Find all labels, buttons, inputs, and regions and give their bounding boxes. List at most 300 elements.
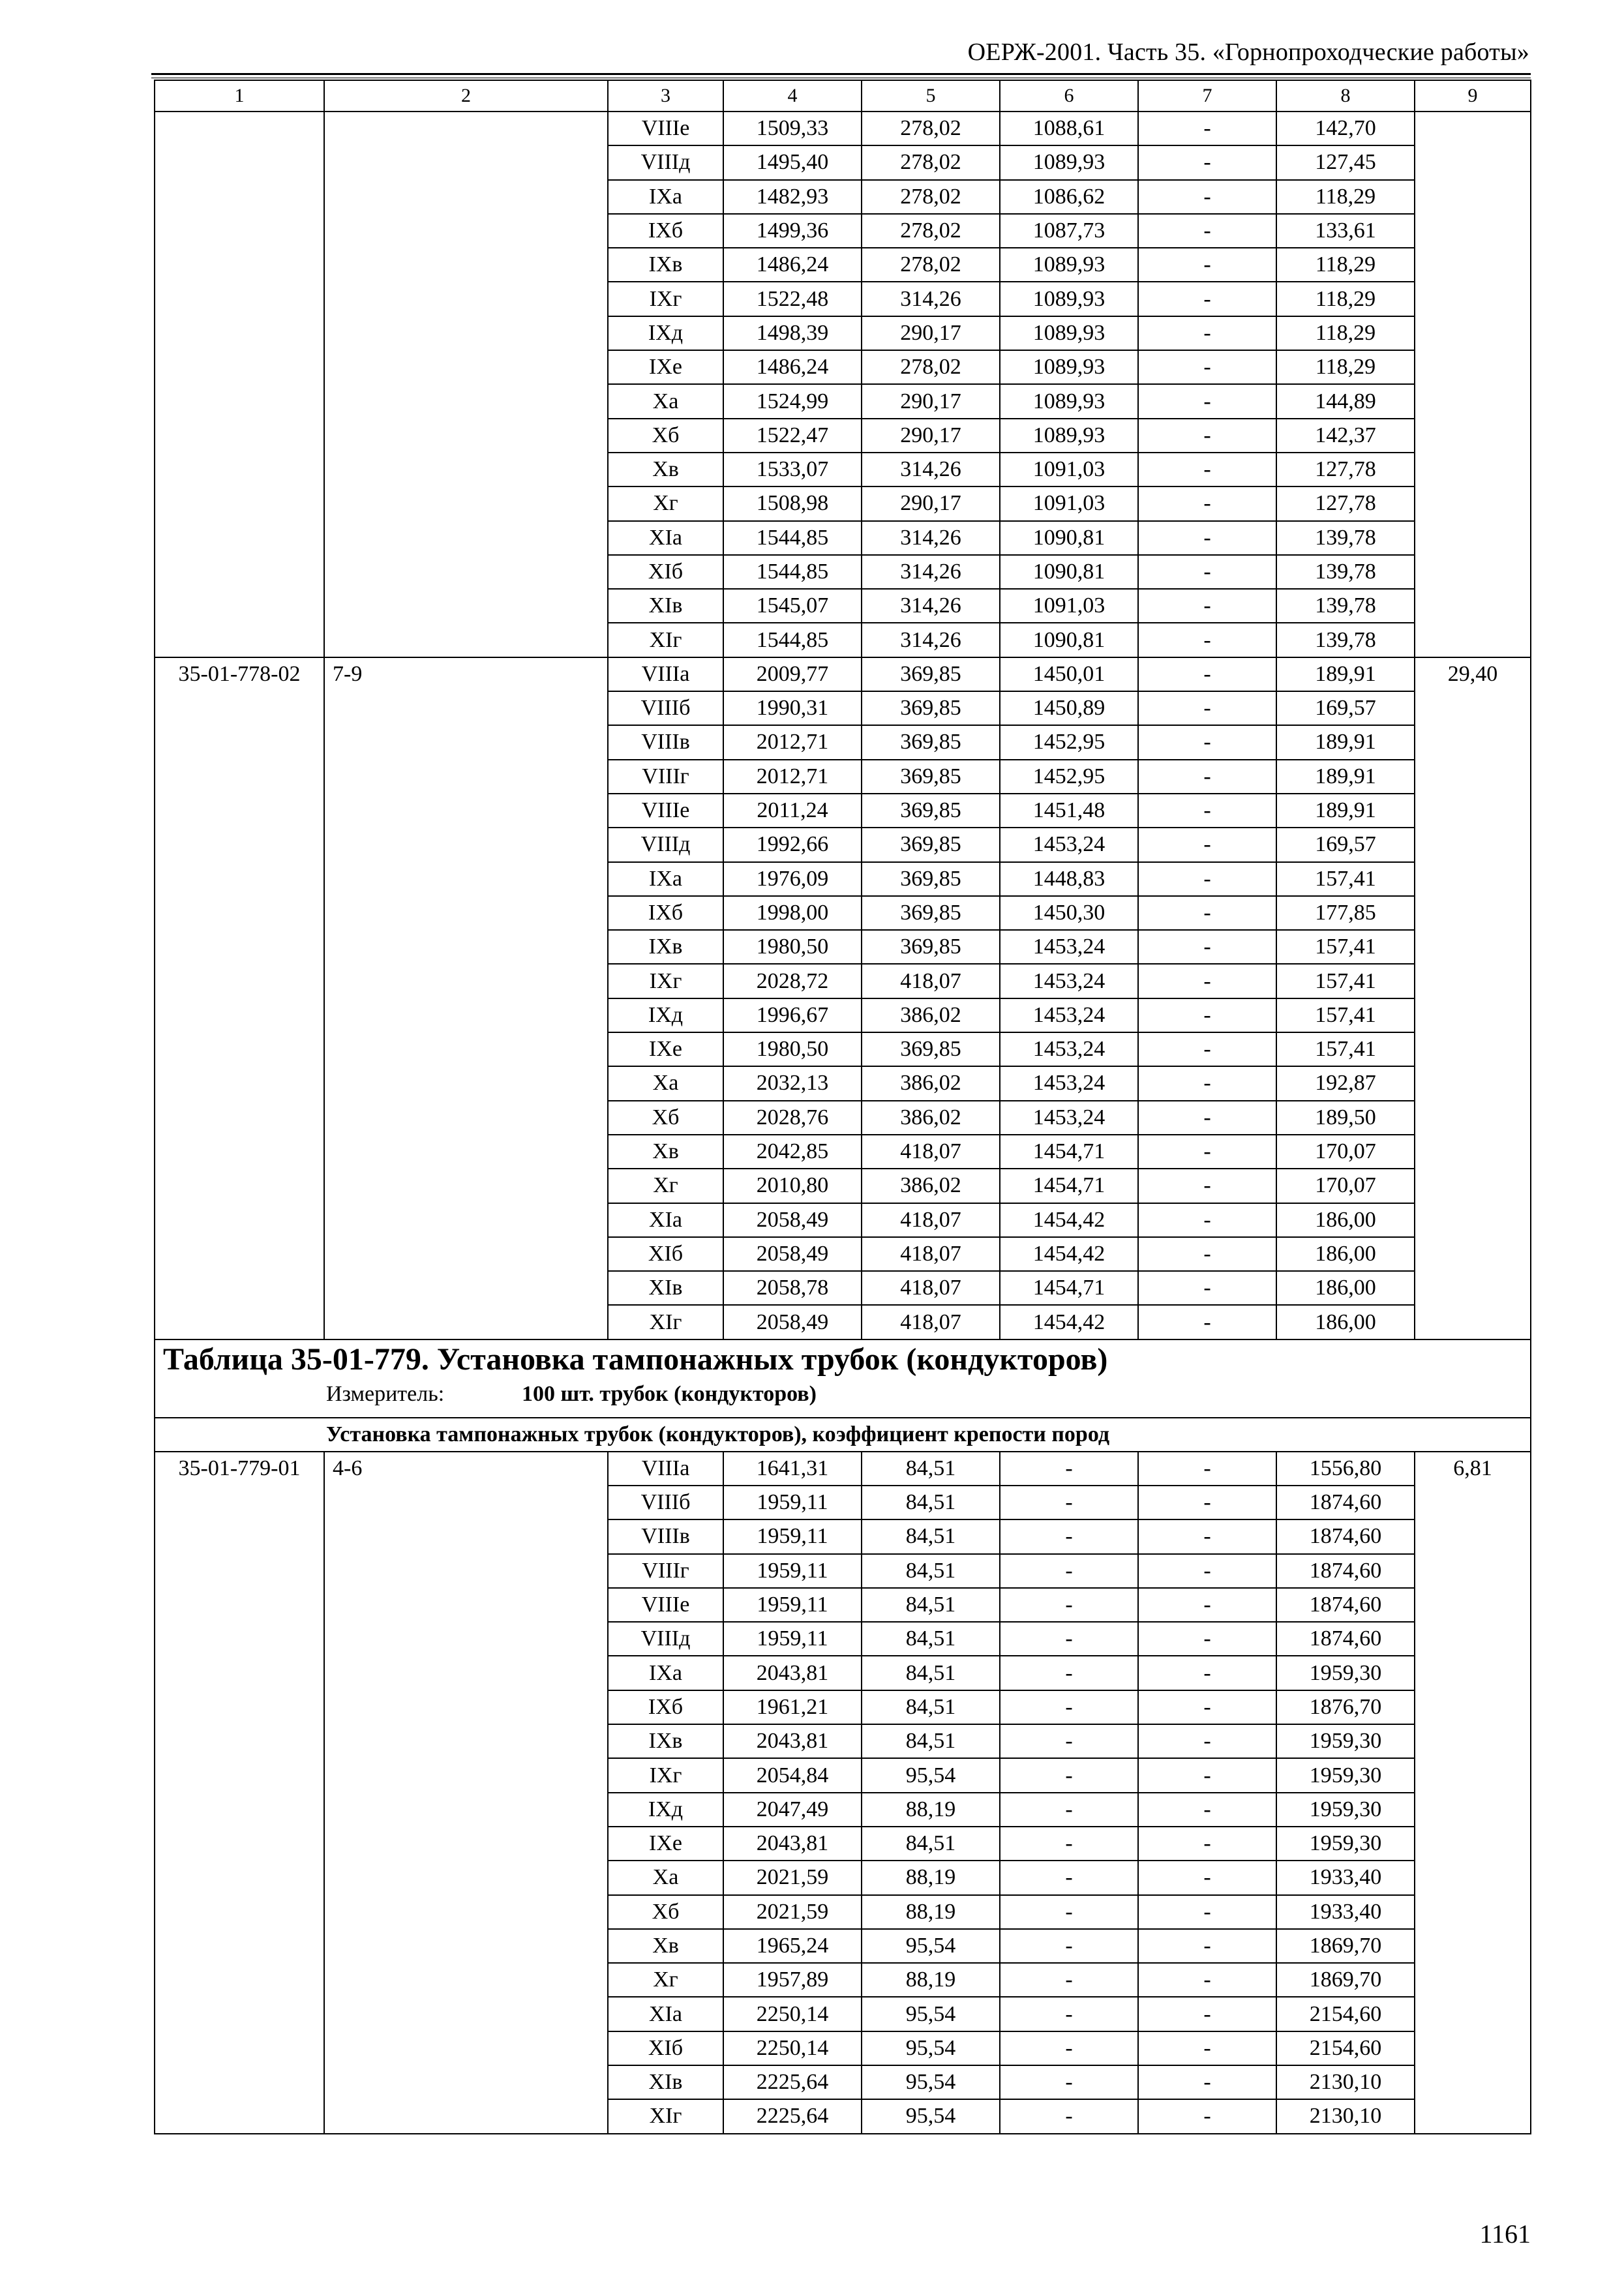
value-cell: 189,91 (1276, 725, 1415, 759)
zone-cell: VIIIг (608, 760, 723, 794)
hardness-coefficient: 4-6 (324, 1452, 608, 2134)
value-cell: 88,19 (862, 1793, 1000, 1827)
column-9-value: 29,40 (1415, 657, 1531, 1339)
value-cell: 1091,03 (1000, 453, 1138, 486)
value-cell: 1454,42 (1000, 1203, 1138, 1237)
zone-cell: VIIIб (608, 1486, 723, 1519)
value-cell: 369,85 (862, 691, 1000, 725)
value-cell: - (1000, 1724, 1138, 1758)
value-cell: - (1000, 1519, 1138, 1553)
value-cell: 2225,64 (723, 2065, 862, 2099)
zone-cell: IXд (608, 316, 723, 350)
zone-cell: Xв (608, 453, 723, 486)
value-cell: 1454,42 (1000, 1237, 1138, 1271)
zone-cell: Xг (608, 486, 723, 520)
value-cell: - (1000, 1588, 1138, 1622)
zone-cell: IXв (608, 1724, 723, 1758)
value-cell: 84,51 (862, 1519, 1000, 1553)
value-cell: 1454,71 (1000, 1271, 1138, 1305)
table-heading (155, 1339, 1531, 1418)
zone-cell: VIIIд (608, 1622, 723, 1656)
value-cell: 314,26 (862, 555, 1000, 589)
value-cell: 1090,81 (1000, 555, 1138, 589)
value-cell: 1961,21 (723, 1690, 862, 1724)
value-cell: - (1000, 2099, 1138, 2133)
value-cell: 118,29 (1276, 316, 1415, 350)
value-cell: 169,57 (1276, 828, 1415, 861)
value-cell: 1453,24 (1000, 1066, 1138, 1100)
value-cell: 290,17 (862, 486, 1000, 520)
value-cell: - (1138, 1486, 1276, 1519)
column-number: 6 (1000, 80, 1138, 112)
value-cell: 170,07 (1276, 1169, 1415, 1203)
value-cell: 1086,62 (1000, 180, 1138, 214)
value-cell: 1533,07 (723, 453, 862, 486)
value-cell: - (1138, 1135, 1276, 1169)
value-cell: - (1138, 1929, 1276, 1963)
value-cell: 1454,71 (1000, 1169, 1138, 1203)
value-cell: 1874,60 (1276, 1554, 1415, 1588)
column-number: 3 (608, 80, 723, 112)
value-cell: 1087,73 (1000, 214, 1138, 248)
value-cell: 2032,13 (723, 1066, 862, 1100)
value-cell: - (1138, 862, 1276, 896)
value-cell: - (1138, 964, 1276, 998)
value-cell: - (1000, 2065, 1138, 2099)
value-cell: - (1138, 1554, 1276, 1588)
value-cell: - (1138, 1305, 1276, 1339)
value-cell: 169,57 (1276, 691, 1415, 725)
value-cell: 84,51 (862, 1827, 1000, 1861)
value-cell: - (1138, 1861, 1276, 1894)
column-number-row (155, 80, 1531, 112)
value-cell: 186,00 (1276, 1203, 1415, 1237)
value-cell: 386,02 (862, 1066, 1000, 1100)
value-cell: 1959,11 (723, 1486, 862, 1519)
value-cell: - (1138, 1519, 1276, 1553)
value-cell: 1556,80 (1276, 1452, 1415, 1486)
value-cell: 1089,93 (1000, 282, 1138, 316)
value-cell: 139,78 (1276, 555, 1415, 589)
zone-cell: Xб (608, 419, 723, 453)
value-cell: 1874,60 (1276, 1486, 1415, 1519)
value-cell: 369,85 (862, 1032, 1000, 1066)
value-cell: 84,51 (862, 1588, 1000, 1622)
value-cell: 1453,24 (1000, 1032, 1138, 1066)
value-cell: 1998,00 (723, 896, 862, 930)
value-cell: 1453,24 (1000, 828, 1138, 861)
value-cell: 2130,10 (1276, 2065, 1415, 2099)
value-cell: 2042,85 (723, 1135, 862, 1169)
value-cell: 1450,01 (1000, 657, 1138, 691)
value-cell: - (1138, 760, 1276, 794)
value-cell: 2058,78 (723, 1271, 862, 1305)
value-cell: 1091,03 (1000, 589, 1138, 623)
value-cell: 2012,71 (723, 760, 862, 794)
value-cell: - (1138, 1656, 1276, 1690)
value-cell: - (1138, 623, 1276, 657)
zone-cell: Xв (608, 1929, 723, 1963)
value-cell: 386,02 (862, 1169, 1000, 1203)
value-cell: - (1138, 794, 1276, 828)
value-cell: 1089,93 (1000, 419, 1138, 453)
value-cell: - (1138, 896, 1276, 930)
value-cell: - (1138, 998, 1276, 1032)
value-cell: 1980,50 (723, 930, 862, 964)
zone-cell: VIIIг (608, 1554, 723, 1588)
value-cell: - (1138, 828, 1276, 861)
zone-cell: IXе (608, 1827, 723, 1861)
table-heading-row (155, 1339, 1531, 1418)
table-subheading: Установка тампонажных трубок (кондукторов), коэффициент крепости пород (155, 1418, 1531, 1452)
value-cell: 84,51 (862, 1486, 1000, 1519)
value-cell: - (1138, 1271, 1276, 1305)
value-cell: 139,78 (1276, 521, 1415, 555)
value-cell: 142,37 (1276, 419, 1415, 453)
zone-cell: XIг (608, 623, 723, 657)
zone-cell: VIIIе (608, 1588, 723, 1622)
value-cell: - (1138, 112, 1276, 145)
value-cell: 2009,77 (723, 657, 862, 691)
value-cell: - (1000, 1622, 1138, 1656)
value-cell: 127,45 (1276, 145, 1415, 179)
value-cell: 2011,24 (723, 794, 862, 828)
value-cell: 84,51 (862, 1656, 1000, 1690)
value-cell: 314,26 (862, 453, 1000, 486)
value-cell: 386,02 (862, 1101, 1000, 1135)
value-cell: 1957,89 (723, 1963, 862, 1997)
value-cell: - (1138, 1622, 1276, 1656)
value-cell: - (1000, 1929, 1138, 1963)
value-cell: - (1138, 1724, 1276, 1758)
value-cell: 95,54 (862, 2099, 1000, 2133)
value-cell: 1544,85 (723, 555, 862, 589)
value-cell: - (1138, 930, 1276, 964)
value-cell: 1976,09 (723, 862, 862, 896)
value-cell: 2225,64 (723, 2099, 862, 2133)
value-cell: 189,91 (1276, 657, 1415, 691)
value-cell: 88,19 (862, 1895, 1000, 1929)
value-cell: 1933,40 (1276, 1861, 1415, 1894)
value-cell: - (1138, 145, 1276, 179)
value-cell: 369,85 (862, 794, 1000, 828)
zone-cell: XIа (608, 1203, 723, 1237)
value-cell: 1088,61 (1000, 112, 1138, 145)
table-title: Таблица 35-01-779. Установка тампонажных трубок (кондукторов) (163, 1341, 1108, 1377)
value-cell: 278,02 (862, 112, 1000, 145)
value-cell: 1090,81 (1000, 521, 1138, 555)
value-cell: 369,85 (862, 930, 1000, 964)
value-cell: 1482,93 (723, 180, 862, 214)
value-cell: 1450,30 (1000, 896, 1138, 930)
value-cell: 189,50 (1276, 1101, 1415, 1135)
value-cell: 1453,24 (1000, 1101, 1138, 1135)
value-cell: 1451,48 (1000, 794, 1138, 828)
value-cell: 314,26 (862, 521, 1000, 555)
value-cell: 278,02 (862, 180, 1000, 214)
value-cell: 1495,40 (723, 145, 862, 179)
value-cell: 1959,11 (723, 1554, 862, 1588)
value-cell: 95,54 (862, 1758, 1000, 1792)
value-cell: 2028,72 (723, 964, 862, 998)
column-number: 9 (1415, 80, 1531, 112)
value-cell: 1522,47 (723, 419, 862, 453)
value-cell: 1454,71 (1000, 1135, 1138, 1169)
price-table (154, 80, 1531, 2134)
value-cell: 1452,95 (1000, 725, 1138, 759)
value-cell: 290,17 (862, 419, 1000, 453)
value-cell: 1869,70 (1276, 1963, 1415, 1997)
value-cell: - (1138, 521, 1276, 555)
value-cell: - (1138, 1452, 1276, 1486)
column-9-value: 6,81 (1415, 1452, 1531, 2134)
zone-cell: IXд (608, 1793, 723, 1827)
zone-cell: VIIIе (608, 112, 723, 145)
table-row (155, 657, 1531, 691)
zone-cell: XIб (608, 555, 723, 589)
value-cell: 139,78 (1276, 623, 1415, 657)
zone-cell: Xа (608, 1066, 723, 1100)
value-cell: 192,87 (1276, 1066, 1415, 1100)
table-meter (326, 1383, 817, 1405)
zone-cell: IXа (608, 862, 723, 896)
value-cell: 418,07 (862, 1135, 1000, 1169)
value-cell: 1089,93 (1000, 350, 1138, 384)
value-cell: 157,41 (1276, 1032, 1415, 1066)
value-cell: 369,85 (862, 896, 1000, 930)
value-cell: - (1138, 419, 1276, 453)
value-cell: 1450,89 (1000, 691, 1138, 725)
value-cell: 157,41 (1276, 930, 1415, 964)
value-cell: 84,51 (862, 1452, 1000, 1486)
meter-value: 100 шт. трубок (кондукторов) (522, 1381, 817, 1406)
zone-cell: VIIIб (608, 691, 723, 725)
value-cell: 1990,31 (723, 691, 862, 725)
value-cell: - (1000, 1895, 1138, 1929)
value-cell: 369,85 (862, 828, 1000, 861)
page-number: 1161 (1479, 2219, 1531, 2249)
header-rule (151, 73, 1531, 75)
value-cell: - (1138, 589, 1276, 623)
value-cell: - (1000, 1690, 1138, 1724)
zone-cell: VIIIе (608, 794, 723, 828)
value-cell: 418,07 (862, 1203, 1000, 1237)
value-cell: 2012,71 (723, 725, 862, 759)
value-cell: 1089,93 (1000, 145, 1138, 179)
value-cell: 142,70 (1276, 112, 1415, 145)
value-cell: - (1138, 1895, 1276, 1929)
value-cell: - (1138, 384, 1276, 418)
value-cell: - (1000, 1758, 1138, 1792)
value-cell: 118,29 (1276, 282, 1415, 316)
value-cell: - (1138, 1203, 1276, 1237)
value-cell: 1965,24 (723, 1929, 862, 1963)
value-cell: 157,41 (1276, 964, 1415, 998)
value-cell: 157,41 (1276, 862, 1415, 896)
value-cell: 2130,10 (1276, 2099, 1415, 2133)
value-cell: 314,26 (862, 589, 1000, 623)
value-cell: - (1000, 2031, 1138, 2065)
value-cell: 2250,14 (723, 2031, 862, 2065)
value-cell: 2058,49 (723, 1237, 862, 1271)
value-cell: 2058,49 (723, 1203, 862, 1237)
value-cell: - (1138, 214, 1276, 248)
value-cell: 1522,48 (723, 282, 862, 316)
value-cell: - (1000, 1656, 1138, 1690)
zone-cell: IXе (608, 1032, 723, 1066)
zone-cell: Xг (608, 1169, 723, 1203)
zone-cell: VIIIа (608, 1452, 723, 1486)
value-cell: 118,29 (1276, 180, 1415, 214)
value-cell: 2028,76 (723, 1101, 862, 1135)
value-cell: 1524,99 (723, 384, 862, 418)
value-cell: 1869,70 (1276, 1929, 1415, 1963)
value-cell: - (1138, 350, 1276, 384)
hardness-coefficient: 7-9 (324, 657, 608, 1339)
value-cell: 2250,14 (723, 1997, 862, 2031)
value-cell: 2047,49 (723, 1793, 862, 1827)
value-cell: - (1138, 1169, 1276, 1203)
zone-cell: IXа (608, 180, 723, 214)
value-cell: 1876,70 (1276, 1690, 1415, 1724)
value-cell: - (1000, 1793, 1138, 1827)
rate-code: 35-01-778-02 (155, 657, 324, 1339)
value-cell: 1959,30 (1276, 1827, 1415, 1861)
table-row (155, 1452, 1531, 1486)
value-cell: 2021,59 (723, 1861, 862, 1894)
value-cell: - (1000, 1554, 1138, 1588)
value-cell: - (1000, 1997, 1138, 2031)
value-cell: 177,85 (1276, 896, 1415, 930)
value-cell: 1089,93 (1000, 316, 1138, 350)
value-cell: - (1000, 1452, 1138, 1486)
zone-cell: IXг (608, 964, 723, 998)
value-cell: 1544,85 (723, 521, 862, 555)
zone-cell: VIIIв (608, 725, 723, 759)
value-cell: 278,02 (862, 214, 1000, 248)
value-cell: 84,51 (862, 1724, 1000, 1758)
value-cell: 1498,39 (723, 316, 862, 350)
value-cell: 2154,60 (1276, 2031, 1415, 2065)
column-number: 2 (324, 80, 608, 112)
value-cell: - (1138, 1101, 1276, 1135)
value-cell: 133,61 (1276, 214, 1415, 248)
value-cell: 2043,81 (723, 1724, 862, 1758)
zone-cell: IXб (608, 896, 723, 930)
value-cell: 2043,81 (723, 1827, 862, 1861)
value-cell: 2043,81 (723, 1656, 862, 1690)
value-cell: - (1138, 486, 1276, 520)
value-cell: 314,26 (862, 282, 1000, 316)
value-cell: 1509,33 (723, 112, 862, 145)
zone-cell: VIIIд (608, 145, 723, 179)
value-cell: 84,51 (862, 1622, 1000, 1656)
zone-cell: IXе (608, 350, 723, 384)
value-cell: 95,54 (862, 2065, 1000, 2099)
value-cell: 418,07 (862, 1305, 1000, 1339)
value-cell: 88,19 (862, 1963, 1000, 1997)
value-cell: - (1000, 1861, 1138, 1894)
value-cell: 95,54 (862, 2031, 1000, 2065)
rate-code: 35-01-779-01 (155, 1452, 324, 2134)
value-cell: - (1138, 1827, 1276, 1861)
value-cell: 386,02 (862, 998, 1000, 1032)
value-cell: 2058,49 (723, 1305, 862, 1339)
value-cell: 118,29 (1276, 350, 1415, 384)
value-cell: 2154,60 (1276, 1997, 1415, 2031)
value-cell: - (1138, 248, 1276, 282)
value-cell: - (1138, 1997, 1276, 2031)
value-cell: 127,78 (1276, 453, 1415, 486)
value-cell: 139,78 (1276, 589, 1415, 623)
value-cell: - (1138, 1066, 1276, 1100)
value-cell: 1090,81 (1000, 623, 1138, 657)
value-cell: 1091,03 (1000, 486, 1138, 520)
value-cell: - (1138, 1237, 1276, 1271)
value-cell: 369,85 (862, 725, 1000, 759)
value-cell: - (1000, 1827, 1138, 1861)
column-9-value (1415, 112, 1531, 657)
zone-cell: IXв (608, 930, 723, 964)
value-cell: 1448,83 (1000, 862, 1138, 896)
zone-cell: IXд (608, 998, 723, 1032)
rate-code (155, 112, 324, 657)
table-body (155, 80, 1531, 2134)
value-cell: 1544,85 (723, 623, 862, 657)
zone-cell: XIг (608, 2099, 723, 2133)
column-number: 4 (723, 80, 862, 112)
value-cell: 186,00 (1276, 1237, 1415, 1271)
value-cell: 1959,30 (1276, 1656, 1415, 1690)
value-cell: 2021,59 (723, 1895, 862, 1929)
value-cell: 84,51 (862, 1554, 1000, 1588)
value-cell: - (1138, 691, 1276, 725)
subheading-row (155, 1418, 1531, 1452)
value-cell: 1486,24 (723, 350, 862, 384)
value-cell: 1089,93 (1000, 384, 1138, 418)
value-cell: 1641,31 (723, 1452, 862, 1486)
value-cell: 118,29 (1276, 248, 1415, 282)
value-cell: 1959,30 (1276, 1758, 1415, 1792)
zone-cell: IXв (608, 248, 723, 282)
value-cell: 1996,67 (723, 998, 862, 1032)
zone-cell: XIг (608, 1305, 723, 1339)
value-cell: 278,02 (862, 350, 1000, 384)
column-number: 8 (1276, 80, 1415, 112)
zone-cell: XIв (608, 1271, 723, 1305)
zone-cell: Xв (608, 1135, 723, 1169)
zone-cell: XIв (608, 2065, 723, 2099)
value-cell: - (1138, 1793, 1276, 1827)
zone-cell: IXб (608, 214, 723, 248)
value-cell: 2010,80 (723, 1169, 862, 1203)
value-cell: 1452,95 (1000, 760, 1138, 794)
value-cell: 84,51 (862, 1690, 1000, 1724)
value-cell: 88,19 (862, 1861, 1000, 1894)
value-cell: - (1138, 1588, 1276, 1622)
value-cell: - (1138, 282, 1276, 316)
value-cell: - (1138, 555, 1276, 589)
value-cell: 418,07 (862, 1237, 1000, 1271)
zone-cell: XIа (608, 521, 723, 555)
value-cell: - (1138, 180, 1276, 214)
page-header-title: ОЕРЖ-2001. Часть 35. «Горнопроходческие работы» (967, 38, 1529, 66)
column-number: 5 (862, 80, 1000, 112)
value-cell: 1874,60 (1276, 1622, 1415, 1656)
value-cell: - (1138, 657, 1276, 691)
value-cell: 1959,11 (723, 1519, 862, 1553)
zone-cell: Xа (608, 1861, 723, 1894)
